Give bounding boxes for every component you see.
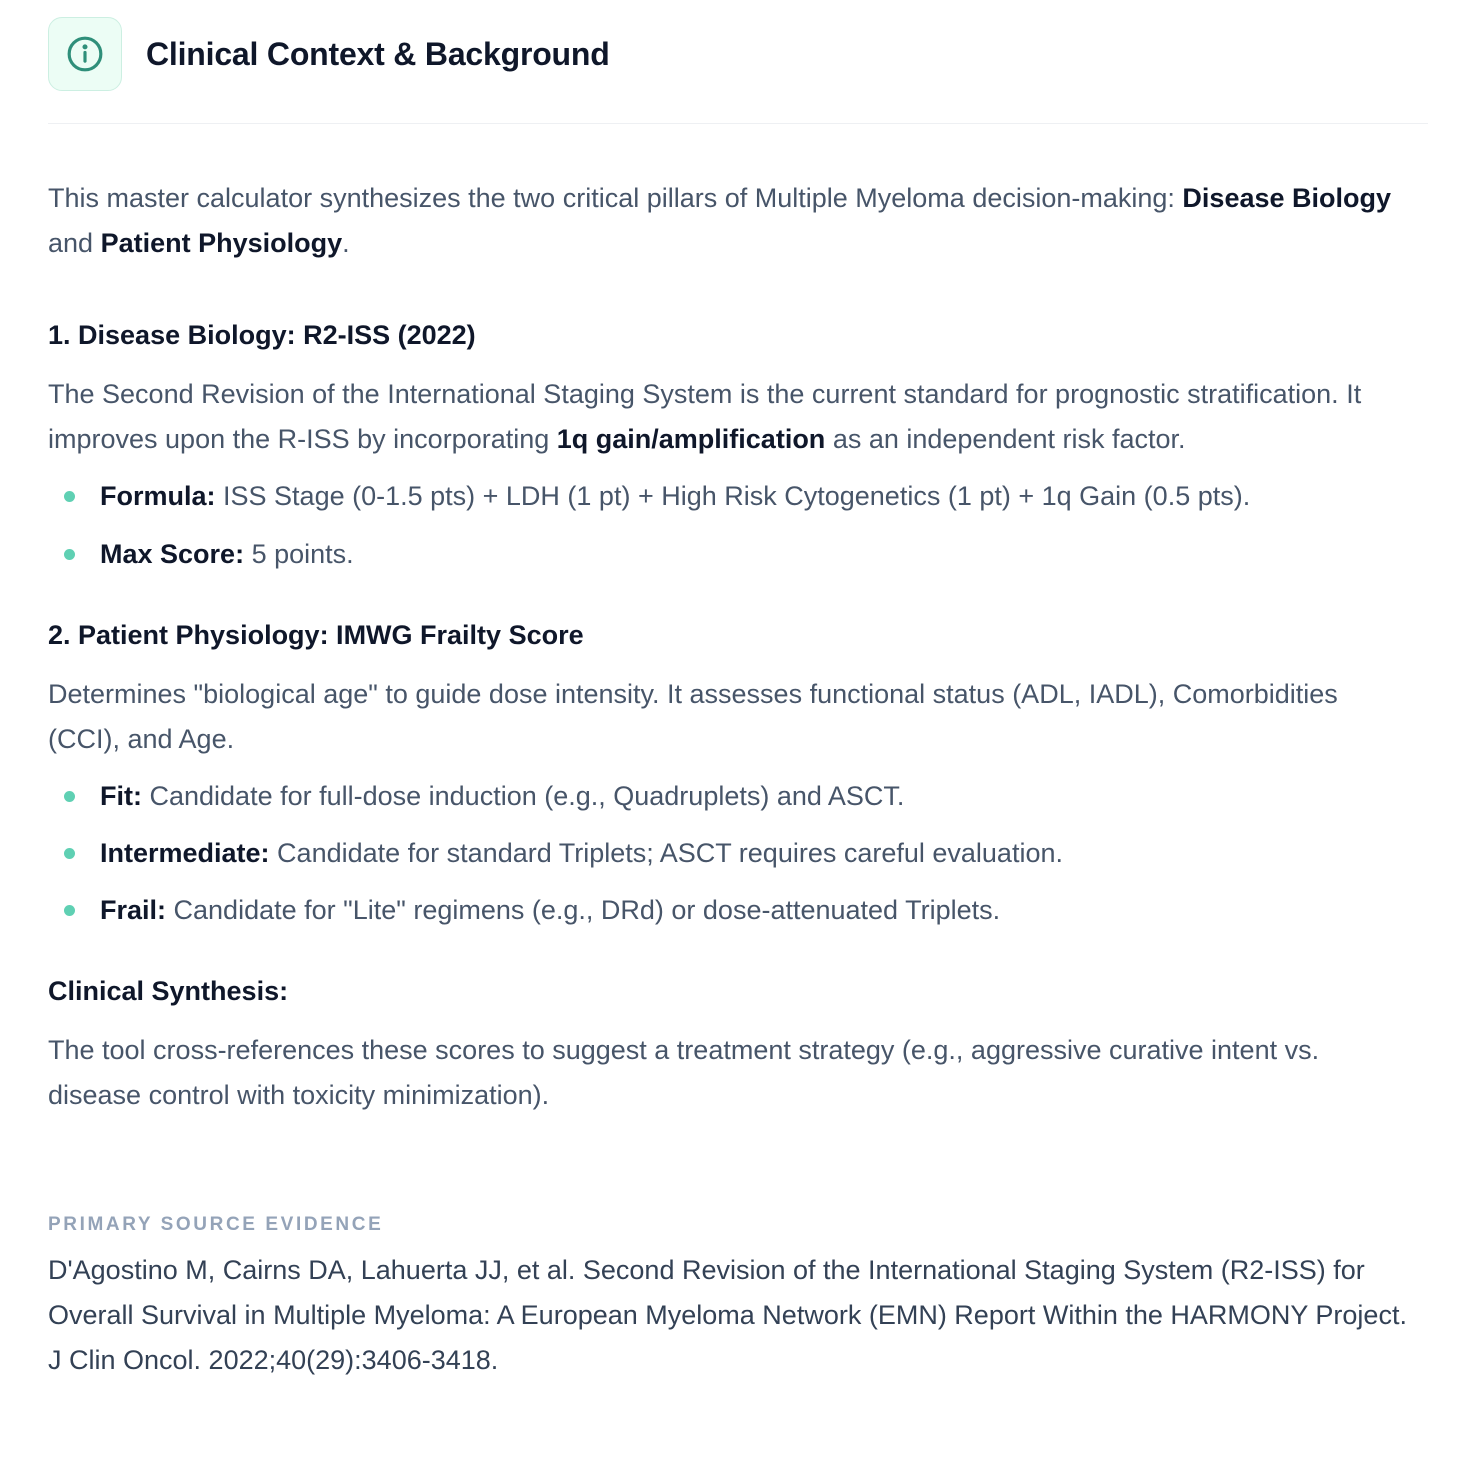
synthesis-paragraph: The tool cross-references these scores to suggest a treatment strategy (e.g., aggressive curative intent vs. disease control with toxicity minimization). <box>48 1035 1320 1110</box>
info-icon-tile <box>48 17 122 91</box>
list-item <box>48 536 1408 572</box>
bullet-text: Candidate for "Lite" regimens (e.g., DRd) or dose-attenuated Triplets. <box>166 895 1001 925</box>
source-citation: D'Agostino M, Cairns DA, Lahuerta JJ, et al. Second Revision of the International Staging System (R2-ISS) for Overall Survival in Multiple Myeloma: A European Myeloma Network (EMN) Report Within the HARMONY Project. J Clin Oncol. 2022;40(29):3406-3418. <box>48 1255 1407 1375</box>
bullet-text: Candidate for standard Triplets; ASCT requires careful evaluation. <box>269 838 1063 868</box>
bullet-dot <box>64 549 75 560</box>
list-item <box>48 478 1408 514</box>
bullet-dot <box>64 905 75 916</box>
panel-title: Clinical Context & Background <box>146 35 610 72</box>
list-item <box>48 835 1408 871</box>
intro-text: This master calculator synthesizes the two critical pillars of Multiple Myeloma decision-making: <box>48 183 1183 213</box>
list-item <box>48 892 1408 928</box>
panel-header <box>48 0 1428 124</box>
bullet-dot <box>64 791 75 802</box>
section1-bullet-list <box>48 478 1408 572</box>
bullet-text: ISS Stage (0-1.5 pts) + LDH (1 pt) + High Risk Cytogenetics (1 pt) + 1q Gain (0.5 pts). <box>215 481 1251 511</box>
source-section <box>48 1214 1408 1383</box>
bullet-label: Intermediate: <box>100 838 270 868</box>
panel-content <box>48 124 1408 1383</box>
section1-paragraph <box>48 372 1408 462</box>
bullet-label: Fit: <box>100 781 142 811</box>
intro-text: . <box>342 228 350 258</box>
bullet-label: Frail: <box>100 895 167 925</box>
intro-bold-disease-biology: Disease Biology <box>1182 183 1391 213</box>
intro-bold-patient-physiology: Patient Physiology <box>100 228 343 258</box>
bullet-text: 5 points. <box>244 539 354 569</box>
section-heading-patient-physiology: 2. Patient Physiology: IMWG Frailty Score <box>48 620 584 650</box>
source-eyebrow: PRIMARY SOURCE EVIDENCE <box>48 1214 384 1235</box>
bullet-dot <box>64 848 75 859</box>
section-heading-clinical-synthesis: Clinical Synthesis: <box>48 976 289 1006</box>
section-heading-disease-biology: 1. Disease Biology: R2-ISS (2022) <box>48 320 476 350</box>
bullet-text: Candidate for full-dose induction (e.g., Quadruplets) and ASCT. <box>141 781 905 811</box>
section2-bullet-list <box>48 778 1408 928</box>
section2-paragraph: Determines "biological age" to guide dose intensity. It assesses functional status (ADL, IADL), Comorbidities (CCI), and Age. <box>48 679 1338 754</box>
info-icon <box>66 35 104 73</box>
list-item <box>48 778 1408 814</box>
bullet-label: Formula: <box>100 481 216 511</box>
section1-text: as an independent risk factor. <box>825 424 1186 454</box>
section1-text: The Second Revision of the International Staging System is the current standard for prognostic stratification. It improves upon the R-ISS by incorporating <box>48 379 1362 454</box>
bullet-label: Max Score: <box>100 539 245 569</box>
section1-bold-1q: 1q gain/amplification <box>556 424 826 454</box>
bullet-dot <box>64 491 75 502</box>
intro-text: and <box>48 228 101 258</box>
intro-paragraph <box>48 176 1408 266</box>
